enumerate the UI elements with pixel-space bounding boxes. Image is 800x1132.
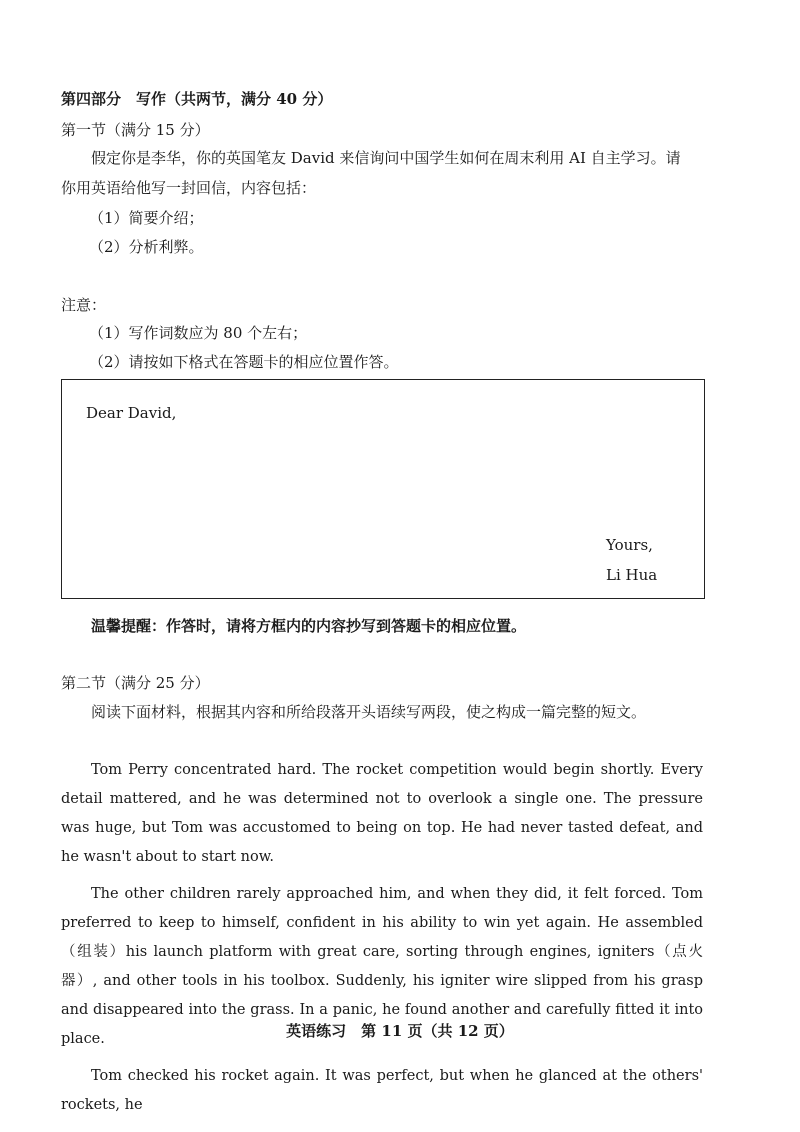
- letter-closing: Yours,: [606, 536, 653, 554]
- section2-title: 第二节（满分 25 分）: [61, 674, 210, 692]
- page-footer: 英语练习 第 11 页（共 12 页）: [286, 1022, 514, 1040]
- letter-signature: Li Hua: [606, 566, 658, 584]
- section1-prompt-line2: 你用英语给他写一封回信，内容包括：: [61, 179, 317, 197]
- letter-salutation: Dear David,: [86, 404, 177, 422]
- section1-item-1: （1）简要介绍；: [89, 209, 204, 227]
- section1-item-2: （2）分析利弊。: [89, 238, 204, 256]
- notes-title: 注意：: [61, 296, 107, 314]
- section1-title: 第一节（满分 15 分）: [61, 121, 210, 139]
- passage: [61, 756, 703, 1120]
- reminder-text: 温馨提醒：作答时，请将方框内的内容抄写到答题卡的相应位置。: [91, 617, 527, 635]
- notes-item-2: （2）请按如下格式在答题卡的相应位置作答。: [89, 353, 399, 371]
- part4-title: 第四部分 写作（共两节，满分 40 分）: [61, 90, 333, 108]
- section2-instruction: 阅读下面材料，根据其内容和所给段落开头语续写两段，使之构成一篇完整的短文。: [91, 703, 647, 721]
- letter-format-box: [61, 379, 705, 599]
- section1-prompt-line1: 假定你是李华，你的英国笔友 David 来信询问中国学生如何在周末利用 AI 自主学习。请: [91, 149, 681, 167]
- passage-paragraph-3: Tom checked his rocket again. It was perfect, but when he glanced at the others' rockets, he: [61, 1068, 703, 1113]
- passage-paragraph-1: Tom Perry concentrated hard. The rocket competition would begin shortly. Every detail mattered, and he was determined not to overlook a single one. The pressure was huge, but Tom was accustomed to being on top. He had never tasted defeat, and he wasn't about to start now.: [61, 762, 703, 865]
- notes-item-1: （1）写作词数应为 80 个左右；: [89, 324, 308, 342]
- passage-paragraph-2: The other children rarely approached him, and when they did, it felt forced. Tom preferred to keep to himself, confident in his ability to win yet again. He assembled（组装）his launch platform with great care, sorting through engines, igniters（点火器）, and other tools in his toolbox. Suddenly, his igniter wire slipped from his grasp and disappeared into the grass. In a panic, he found another and carefully fitted it into place.: [61, 886, 703, 1047]
